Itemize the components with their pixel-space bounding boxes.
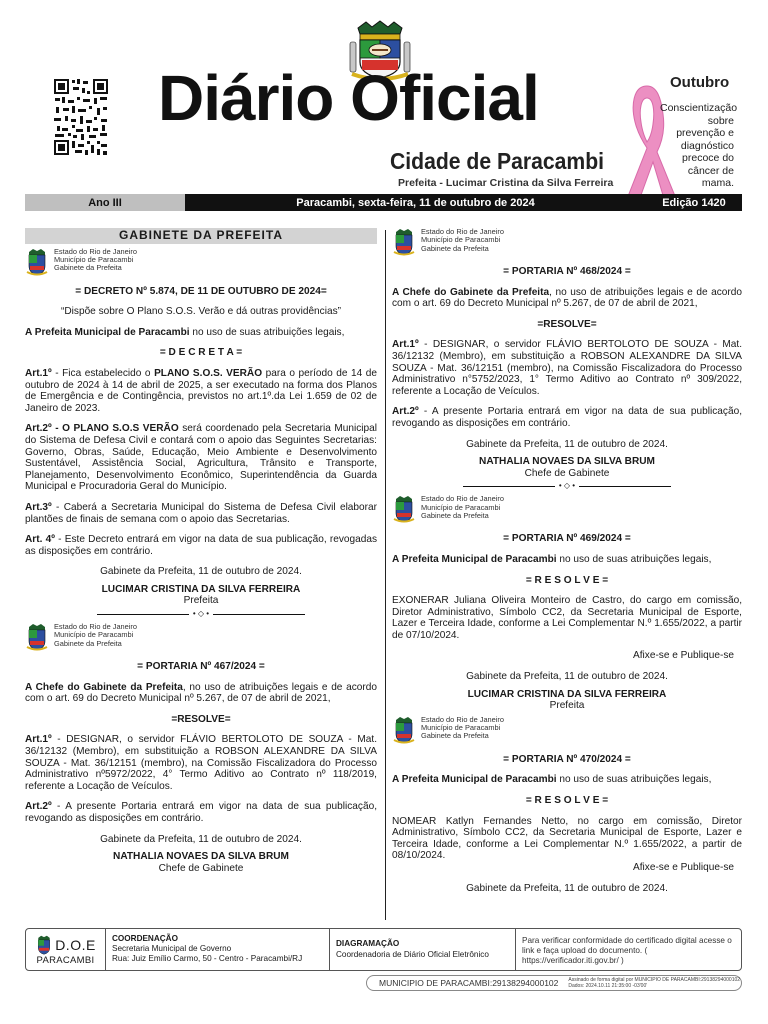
publique-line: Afixe-se e Publique-se xyxy=(633,862,734,873)
coord-line2: Rua: Juiz Emílio Carmo, 50 - Centro - Paracambi/RJ xyxy=(112,954,303,963)
place-date: Gabinete da Prefeita, 11 de outubro de 2024. xyxy=(466,438,668,450)
emblem-line-state: Estado do Rio de Janeiro xyxy=(54,622,137,632)
emblem-block xyxy=(25,623,377,651)
intro-rest: , no uso de atribuições legais e de acordo com o art. 69 do Decreto Municipal nº 5.267, de 07 de abril de 2021, xyxy=(25,681,377,705)
decreta-heading: = D E C R E T A = xyxy=(159,347,243,359)
issue-date: Paracambi, sexta-feira, 11 de outubro de 2024 xyxy=(296,196,535,209)
emblem-line-office: Gabinete da Prefeita xyxy=(421,510,489,520)
emblem-block xyxy=(392,716,742,744)
art-label: Art.2º - O PLANO S.O.S VERÃO xyxy=(25,423,179,435)
emblem-block xyxy=(392,228,742,256)
art-label: Art.2º xyxy=(25,801,52,813)
art-label: Art. 4º xyxy=(25,534,55,546)
emblem-line-state: Estado do Rio de Janeiro xyxy=(421,494,504,504)
municipal-crest-icon xyxy=(392,495,416,523)
decree-art3 xyxy=(25,502,377,525)
intro-bold: A Prefeita Municipal de Paracambi xyxy=(392,774,557,786)
resolve-heading: = R E S O L V E = xyxy=(525,574,609,586)
resolve-heading: =RESOLVE= xyxy=(537,318,597,330)
intro-bold: A Chefe do Gabinete da Prefeita xyxy=(392,286,550,298)
coord-title: COORDENAÇÃO xyxy=(112,934,178,943)
intro-rest: no uso de suas atribuições legais, xyxy=(189,326,345,338)
emblem-line-municipality: Município de Paracambi xyxy=(421,235,501,245)
art-text: para o período de 14 de outubro de 2024 à 14 de abril de 2025, a ser executado na forma dos Planos de Emergência e de Contingência, previstos no art.1º.da Lei 1.659 de 02 de Janeiro de 2023. xyxy=(25,367,377,414)
signer-name: NATHALIA NOVAES DA SILVA BRUM xyxy=(113,851,289,863)
intro-rest: , no uso de atribuições legais e de acordo com o art. 69 do Decreto Municipal nº 5.267, de 07 de abril de 2021, xyxy=(392,286,742,310)
art-label: Art.1º xyxy=(25,734,52,746)
signature-detail-2: Dados: 2024.10.11 21:35:00 -03'00' xyxy=(568,983,648,989)
section-heading: GABINETE DA PREFEITA xyxy=(25,228,377,244)
place-date: Gabinete da Prefeita, 11 de outubro de 2024. xyxy=(466,671,668,683)
coordination-block xyxy=(106,929,330,970)
emblem-block xyxy=(25,248,377,276)
city-name: Cidade de Paracambi xyxy=(390,148,605,174)
decree-summary: “Dispõe sobre O Plano S.O.S. Verão e dá outras providências” xyxy=(61,306,341,318)
info-bar xyxy=(25,194,742,211)
signer-role: Chefe de Gabinete xyxy=(524,467,610,479)
municipal-crest-icon xyxy=(25,248,49,276)
layout-block xyxy=(330,929,516,970)
art-label: Art.1º xyxy=(392,339,419,351)
municipal-crest-icon xyxy=(35,935,53,955)
column-divider xyxy=(385,230,386,920)
portaria-title: = PORTARIA Nº 468/2024 = xyxy=(503,266,631,277)
doe-label: D.O.E xyxy=(55,937,96,953)
emblem-line-office: Gabinete da Prefeita xyxy=(54,638,122,648)
decree-art4 xyxy=(25,534,377,557)
year-label: Ano III xyxy=(25,194,185,211)
art-text: - A presente Portaria entrará em vigor na data de sua publicação, revogando as disposições em contrário. xyxy=(25,801,377,824)
emblem-block xyxy=(392,495,742,523)
municipal-crest-icon xyxy=(25,623,49,651)
diag-line: Coordenadoria de Diário Oficial Eletrônico xyxy=(336,950,489,959)
signer-name: LUCIMAR CRISTINA DA SILVA FERREIRA xyxy=(101,583,301,595)
signer-role: Prefeita xyxy=(183,595,219,607)
emblem-line-municipality: Município de Paracambi xyxy=(54,630,134,640)
place-date: Gabinete da Prefeita, 11 de outubro de 2024. xyxy=(466,882,668,894)
art-text: - DESIGNAR, o servidor FLÁVIO BERTOLOTO DE SOUZA - Mat. 36/12132 (Membro), em substituição a ROBSON ALEXANDRE DA SILVA SOUZA - Mat. 36/12151 (membro), na Comissão Fiscalizadora do Processo Administrativo nº5972/2022, 4° Termo Aditivo ao Contrato nº 118/2019, referente a Locação de Veículos. xyxy=(25,734,377,792)
decree-title: = DECRETO Nº 5.874, DE 11 DE OUTUBRO DE 2024= xyxy=(75,285,327,297)
art-text: - Este Decreto entrará em vigor na data de sua publicação, revogadas as disposições em contrário. xyxy=(25,534,377,557)
decree-art2 xyxy=(25,423,377,493)
place-date: Gabinete da Prefeita, 11 de outubro de 2024. xyxy=(100,833,302,845)
portaria-art1 xyxy=(392,339,742,397)
art-text: - Fica estabelecido o xyxy=(51,367,155,379)
intro-rest: no uso de suas atribuições legais, xyxy=(556,553,712,565)
intro-bold: A Prefeita Municipal de Paracambi xyxy=(25,326,190,338)
portaria-intro xyxy=(392,774,742,786)
art-text: - DESIGNAR, o servidor FLÁVIO BERTOLOTO DE SOUZA - Mat. 36/12132 (Membro), em substituição a ROBSON ALEXANDRE DA SILVA SOUZA - Mat. 36/12151 (membro), na Comissão Fiscalizadora do Processo Administrativo n°5752/2023, 1° Termo Aditivo ao Contrato nº 309/2022, referente a Locação de Veículos. xyxy=(392,339,742,397)
emblem-line-municipality: Município de Paracambi xyxy=(54,254,134,264)
resolve-heading: =RESOLVE= xyxy=(171,713,231,725)
emblem-line-state: Estado do Rio de Janeiro xyxy=(421,714,504,724)
signature-details xyxy=(568,977,740,989)
portaria-art2 xyxy=(392,406,742,429)
intro-bold: A Prefeita Municipal de Paracambi xyxy=(392,553,557,565)
separator xyxy=(25,610,377,618)
mayor-line: Prefeita - Lucimar Cristina da Silva Ferreira xyxy=(398,177,614,189)
portaria-art2 xyxy=(25,801,377,824)
diamond-ornament-icon: • ◇ • xyxy=(192,609,210,619)
emblem-line-municipality: Município de Paracambi xyxy=(421,723,501,733)
edition-label: Edição 1420 xyxy=(662,196,726,209)
portaria-intro xyxy=(25,682,377,705)
diamond-ornament-icon: • ◇ • xyxy=(558,481,576,491)
signer-name: NATHALIA NOVAES DA SILVA BRUM xyxy=(479,456,655,468)
portaria-title: = PORTARIA Nº 467/2024 = xyxy=(137,661,265,673)
emblem-line-office: Gabinete da Prefeita xyxy=(54,263,122,273)
emblem-line-municipality: Município de Paracambi xyxy=(421,502,501,512)
art-text: será coordenado pela Secretaria Municipal do Sistema de Defesa Civil e contará com o apoio das Seguintes Secretarias: Governo, Obras, Saúde, Educação, Meio Ambiente e Desenvolvimento Sustentável, Assistência Social, Agricultura, Trânsito e Transporte, Planejamento, Desenvolvimento Econômico, Superintendência da Guarda Municipal e Procuradoria Geral do Município. xyxy=(25,423,377,493)
art-label: Art.3º xyxy=(25,501,52,513)
doe-logo xyxy=(26,929,106,970)
decree-art1 xyxy=(25,368,377,414)
publique-line: Afixe-se e Publique-se xyxy=(633,650,734,662)
portaria-body: NOMEAR Katlyn Fernandes Netto, no cargo em comissão, Diretor Administrativo, Símbolo CC2, da Secretaria Municipal de Esporte, Lazer e Terceira Idade, conforme a Lei Complementar N.º 1.655/2022, a partir de 08/10/2024. xyxy=(392,815,742,862)
signature-detail-1: Assinado de forma digital por MUNICIPIO DE PARACAMBI:29138294000102 xyxy=(568,977,741,983)
municipal-crest-icon xyxy=(392,716,416,744)
digital-signature-box xyxy=(366,975,742,991)
resolve-heading: = R E S O L V E = xyxy=(525,795,609,807)
diag-title: DIAGRAMAÇÃO xyxy=(336,939,400,948)
left-column xyxy=(25,228,377,874)
right-column xyxy=(392,228,742,903)
portaria-intro xyxy=(392,554,742,566)
portaria-intro xyxy=(392,287,742,310)
emblem-line-state: Estado do Rio de Janeiro xyxy=(421,227,504,236)
signer-role: Prefeita xyxy=(549,700,585,712)
campaign-text: Conscientização sobre prevenção e diagnóstico precoce do câncer de mama. xyxy=(660,102,738,189)
signature-id: MUNICIPIO DE PARACAMBI:29138294000102 xyxy=(379,978,559,988)
coord-line1: Secretaria Municipal de Governo xyxy=(112,944,232,953)
emblem-line-state: Estado do Rio de Janeiro xyxy=(54,246,137,256)
footer-box xyxy=(25,928,742,971)
portaria-title: = PORTARIA Nº 469/2024 = xyxy=(503,533,631,545)
art-text: - Caberá a Secretaria Municipal do Sistema de Defesa Civil elaborar plantões de finais de semana com o apoio das Secretarias. xyxy=(25,501,377,525)
municipal-crest-icon xyxy=(392,228,416,256)
portaria-body: EXONERAR Juliana Oliveira Monteiro de Castro, do cargo em comissão, Diretor Administrativo, Símbolo CC2, da Secretaria Municipal de Esporte, Lazer e Terceira Idade, conforme a Lei Complementar N.º 1.655/2022, a partir de 07/10/2024. xyxy=(392,595,742,641)
decree-intro xyxy=(25,327,377,339)
art-label: Art.1º xyxy=(25,367,52,379)
emblem-line-office: Gabinete da Prefeita xyxy=(421,243,489,253)
masthead-title: Diário Oficial xyxy=(158,62,539,134)
intro-rest: no uso de suas atribuições legais, xyxy=(556,774,712,786)
art-text-bold: PLANO S.O.S. VERÃO xyxy=(154,367,263,379)
signer-role: Chefe de Gabinete xyxy=(158,862,244,874)
signer-name: LUCIMAR CRISTINA DA SILVA FERREIRA xyxy=(467,688,667,700)
separator xyxy=(392,482,742,490)
campaign-title: Outubro xyxy=(670,74,730,91)
emblem-line-office: Gabinete da Prefeita xyxy=(421,731,489,741)
verification-text: Para verificar conformidade do certificado digital acesse o link e faça upload do documento. ( https://verificador.iti.gov.br/ ) xyxy=(522,936,732,965)
place-date: Gabinete da Prefeita, 11 de outubro de 2024. xyxy=(100,566,302,578)
portaria-art1 xyxy=(25,734,377,792)
intro-bold: A Chefe do Gabinete da Prefeita xyxy=(25,681,183,693)
art-label: Art.2º xyxy=(392,406,419,418)
art-text: - A presente Portaria entrará em vigor na data de sua publicação, revogando as disposições em contrário. xyxy=(392,406,742,429)
portaria-title: = PORTARIA Nº 470/2024 = xyxy=(503,753,631,765)
doe-city: PARACAMBI xyxy=(36,955,95,966)
qr-code xyxy=(53,78,109,156)
